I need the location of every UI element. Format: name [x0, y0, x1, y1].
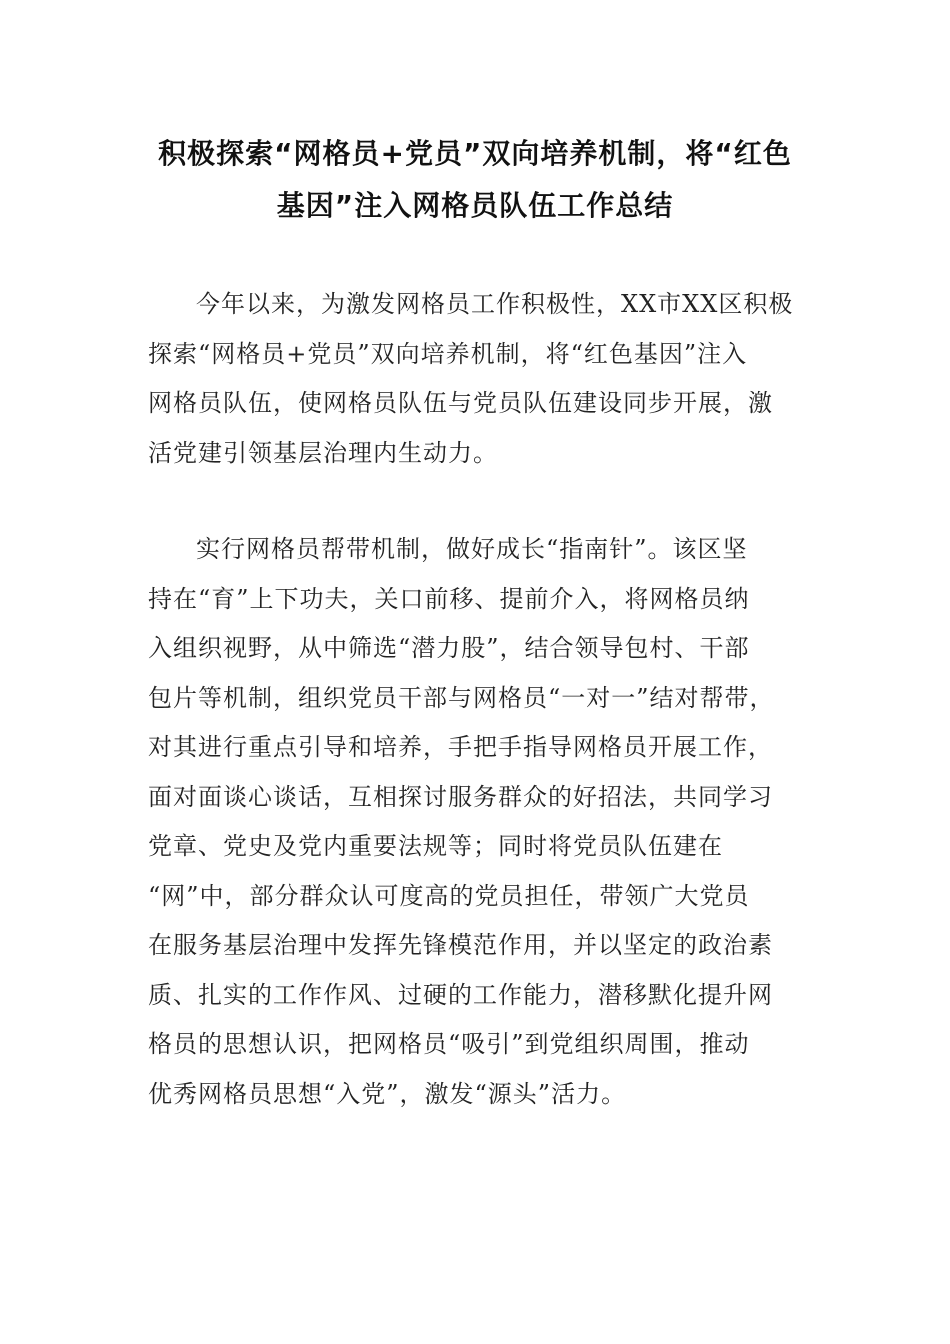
paragraph-line: “网”中，部分群众认可度高的党员担任，带领广大党员	[148, 881, 750, 910]
paragraph-line: 格员的思想认识，把网格员“吸引”到党组织周围，推动	[148, 1030, 750, 1058]
paragraph-line: 在服务基层治理中发挥先锋模范作用，并以坚定的政治素	[148, 931, 773, 959]
paragraph-line: 网格员队伍，使网格员队伍与党员队伍建设同步开展，激	[148, 389, 773, 417]
paragraph-line: 持在“育”上下功夫，关口前移、提前介入，将网格员纳	[148, 584, 750, 613]
paragraph-line: 优秀网格员思想“入党”，激发“源头”活力。	[148, 1079, 627, 1108]
paragraph-line: 入组织视野，从中筛选“潜力股”，结合领导包村、干部	[148, 634, 750, 662]
paragraph-line: 探索“网格员+党员”双向培养机制，将“红色基因”注入	[148, 339, 748, 368]
paragraph-line: 包片等机制，组织党员干部与网格员“一对一”结对帮带，	[148, 683, 775, 712]
title-line: 基因”注入网格员队伍工作总结	[276, 189, 674, 222]
paragraph-line: 对其进行重点引导和培养，手把手指导网格员开展工作，	[148, 733, 773, 761]
paragraph-line: 实行网格员帮带机制，做好成长“指南针”。该区坚	[196, 535, 748, 563]
document-title	[120, 128, 830, 232]
paragraph-mentoring	[148, 525, 808, 1119]
paragraph-line: 面对面谈心谈话，互相探讨服务群众的好招法，共同学习	[148, 782, 773, 811]
paragraph-line: 活党建引领基层治理内生动力。	[148, 438, 498, 467]
paragraph-line: 今年以来，为激发网格员工作积极性，XX市XX区积极	[196, 290, 794, 318]
paragraph-line: 质、扎实的工作作风、过硬的工作能力，潜移默化提升网	[148, 980, 773, 1009]
title-line: 积极探索“网格员+党员”双向培养机制，将“红色	[158, 137, 792, 170]
paragraph-intro	[148, 280, 808, 478]
paragraph-line: 党章、党史及党内重要法规等；同时将党员队伍建在	[148, 832, 723, 860]
